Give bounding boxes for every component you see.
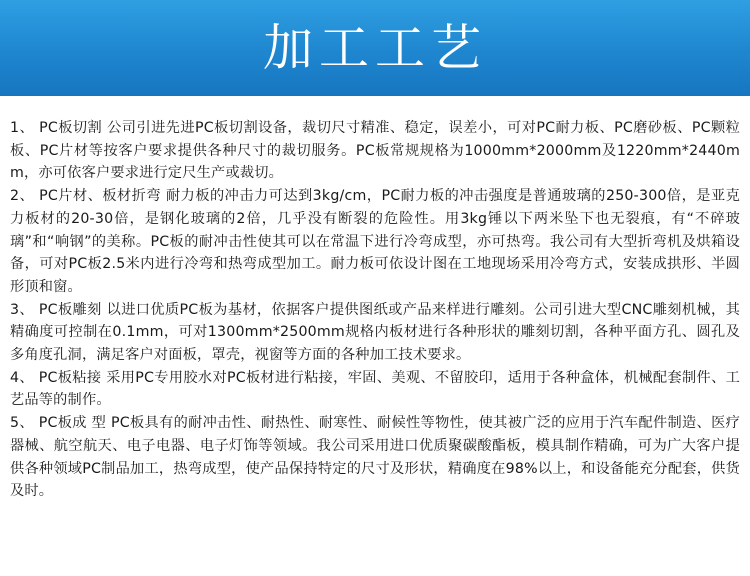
- header-banner: [0, 0, 750, 96]
- content-body: [0, 96, 750, 503]
- paragraph-cutting: 1、 PC板切割 公司引进先进PC板切割设备，裁切尺寸精准、稳定，误差小，可对PC耐力板、PC磨砂板、PC颗粒板、PC片材等按客户要求提供各种尺寸的裁切服务。PC板常规规格为1000mm*2000mm及1220mm*2440mm，亦可依客户要求进行定尺生产或裁切。: [10, 120, 740, 182]
- paragraph-forming: 5、 PC板成 型 PC板具有的耐冲击性、耐热性、耐寒性、耐候性等物性，使其被广泛的应用于汽车配件制造、医疗器械、航空航天、电子电器、电子灯饰等领域。我公司采用进口优质聚碳酸酯板，模具制作精确，可为广大客户提供各种领域PC制品加工，热弯成型，使产品保持特定的尺寸及形状，精确度在98%以上，和设备能充分配套，供货及时。: [10, 415, 740, 500]
- paragraph-bonding: 4、 PC板粘接 采用PC专用胶水对PC板材进行粘接，牢固、美观、不留胶印，适用于各种盒体，机械配套制件、工艺品等的制作。: [10, 369, 740, 409]
- page-title: 加工工艺: [263, 19, 487, 77]
- paragraph-bending: 2、 PC片材、板材折弯 耐力板的冲击力可达到3kg/cm，PC耐力板的冲击强度是普通玻璃的250-300倍，是亚克力板材的20-30倍，是钢化玻璃的2倍，几乎没有断裂的危险性。用3kg锤以下两米坠下也无裂痕，有“不碎玻璃”和“响钢”的美称。PC板的耐冲击性使其可以在常温下进行冷弯成型，亦可热弯。我公司有大型折弯机及烘箱设备，可对PC板2.5米内进行冷弯和热弯成型加工。耐力板可依设计图在工地现场采用冷弯方式，安装成拱形、半圆形顶和窗。: [10, 188, 740, 295]
- paragraph-engraving: 3、 PC板雕刻 以进口优质PC板为基材，依据客户提供图纸或产品来样进行雕刻。公司引进大型CNC雕刻机械，其精确度可控制在0.1mm，可对1300mm*2500mm规格内板材进行各种形状的雕刻切割，各种平面方孔、圆孔及多角度孔洞，满足客户对面板，罩壳，视窗等方面的各种加工技术要求。: [10, 301, 740, 364]
